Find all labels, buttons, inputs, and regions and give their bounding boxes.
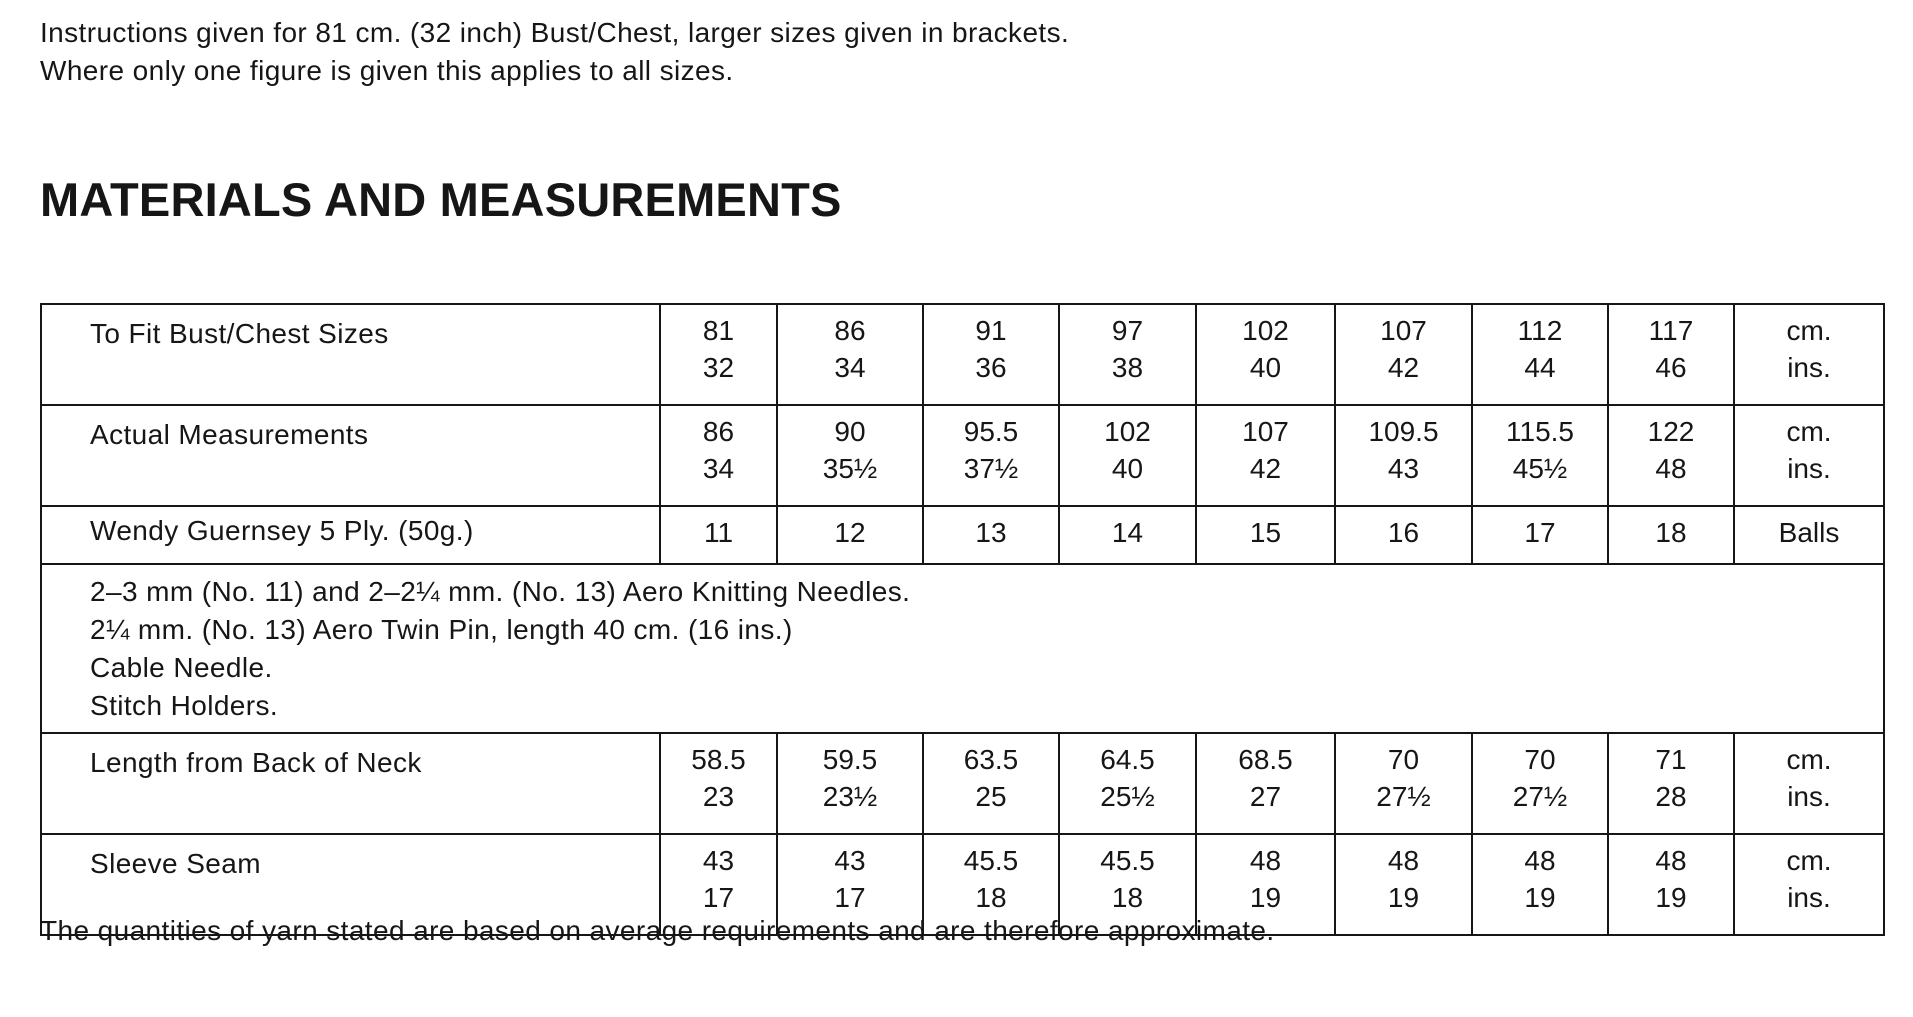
value-cm: 109.5 — [1368, 416, 1439, 447]
unit-cm: cm. — [1786, 315, 1832, 346]
row-needles — [41, 564, 1884, 733]
value-cm: 86 — [702, 416, 735, 447]
value-cm: 64.5 — [1100, 744, 1155, 775]
value-cm: 45.5 — [1100, 845, 1155, 876]
size-cell — [1059, 405, 1196, 506]
needles-line: 2¼ mm. (No. 13) Aero Twin Pin, length 40 cm. (16 ins.) — [90, 614, 793, 645]
value-cm: 107 — [1380, 315, 1427, 346]
unit-cell — [1734, 304, 1884, 405]
value-ins: 34 — [834, 352, 866, 383]
value-cm: 81 — [702, 315, 735, 346]
needles-line: Cable Needle. — [90, 652, 273, 683]
needles-list — [41, 564, 1884, 733]
measurements-table — [40, 303, 1885, 936]
size-cell — [660, 304, 777, 405]
size-cell — [1059, 304, 1196, 405]
value-ins: 37½ — [963, 453, 1019, 484]
value-ins: 40 — [1111, 453, 1144, 484]
value-cm: 115.5 — [1506, 416, 1574, 447]
unit-ins: ins. — [1787, 882, 1831, 913]
size-cell — [777, 405, 923, 506]
value-cm: 48 — [1249, 845, 1282, 876]
row-label: Wendy Guernsey 5 Ply. (50g.) — [41, 506, 660, 564]
size-cell — [1608, 834, 1734, 935]
size-cell — [923, 304, 1059, 405]
intro-text — [40, 14, 1069, 90]
value-ins: 38 — [1111, 352, 1144, 383]
value-ins: 18 — [1111, 882, 1144, 913]
size-cell — [1608, 405, 1734, 506]
row-yarn — [41, 506, 1884, 564]
unit-ins: ins. — [1787, 781, 1831, 812]
value-cm: 86 — [834, 315, 866, 346]
value-cm: 48 — [1655, 845, 1687, 876]
balls-cell: 11 — [660, 506, 777, 564]
size-cell — [777, 733, 923, 834]
value-cm: 68.5 — [1238, 744, 1293, 775]
value-ins: 45½ — [1512, 453, 1568, 484]
size-cell — [1335, 405, 1472, 506]
value-ins: 34 — [702, 453, 735, 484]
size-cell — [1335, 304, 1472, 405]
value-cm: 102 — [1242, 315, 1289, 346]
value-ins: 43 — [1387, 453, 1420, 484]
balls-cell: 18 — [1608, 506, 1734, 564]
row-length — [41, 733, 1884, 834]
value-ins: 36 — [975, 352, 1007, 383]
value-ins: 40 — [1249, 352, 1282, 383]
row-actual-measurements — [41, 405, 1884, 506]
row-fit-sizes — [41, 304, 1884, 405]
value-ins: 27½ — [1376, 781, 1431, 812]
size-cell — [923, 733, 1059, 834]
size-cell — [1472, 405, 1608, 506]
size-cell — [777, 304, 923, 405]
value-ins: 18 — [975, 882, 1007, 913]
value-ins: 35½ — [822, 453, 878, 484]
balls-cell: 17 — [1472, 506, 1608, 564]
size-cell — [1608, 304, 1734, 405]
value-ins: 44 — [1524, 352, 1556, 383]
value-ins: 19 — [1655, 882, 1687, 913]
page-heading: MATERIALS AND MEASUREMENTS — [40, 173, 842, 226]
value-cm: 70 — [1387, 744, 1420, 775]
value-cm: 43 — [702, 845, 735, 876]
value-cm: 117 — [1648, 315, 1694, 346]
value-cm: 97 — [1111, 315, 1144, 346]
unit-cell — [1734, 733, 1884, 834]
size-cell — [1472, 733, 1608, 834]
value-cm: 91 — [975, 315, 1007, 346]
size-cell — [923, 405, 1059, 506]
size-cell — [1196, 733, 1335, 834]
value-ins: 17 — [834, 882, 866, 913]
unit-cm: cm. — [1786, 416, 1832, 447]
value-cm: 95.5 — [963, 416, 1019, 447]
balls-cell: 13 — [923, 506, 1059, 564]
balls-cell: 12 — [777, 506, 923, 564]
value-ins: 19 — [1387, 882, 1420, 913]
value-cm: 90 — [834, 416, 866, 447]
unit-cm: cm. — [1786, 744, 1832, 775]
unit-ins: ins. — [1787, 352, 1831, 383]
value-ins: 27½ — [1512, 781, 1568, 812]
row-label: Actual Measurements — [41, 405, 660, 506]
size-cell — [1472, 834, 1608, 935]
intro-line-sizes: Instructions given for 81 cm. (32 inch) Bust/Chest, larger sizes given in brackets. — [40, 17, 1070, 48]
balls-cell: 16 — [1335, 506, 1472, 564]
value-cm: 71 — [1655, 744, 1687, 775]
value-cm: 45.5 — [963, 845, 1019, 876]
value-cm: 112 — [1517, 315, 1563, 346]
unit-cell: Balls — [1734, 506, 1884, 564]
value-cm: 70 — [1524, 744, 1556, 775]
value-ins: 32 — [702, 352, 735, 383]
size-cell — [1472, 304, 1608, 405]
size-cell — [1196, 304, 1335, 405]
unit-cell — [1734, 405, 1884, 506]
needles-line: 2–3 mm (No. 11) and 2–2¼ mm. (No. 13) Aero Knitting Needles. — [90, 576, 911, 607]
value-ins: 28 — [1655, 781, 1687, 812]
needles-line: Stitch Holders. — [90, 690, 279, 721]
value-ins: 27 — [1249, 781, 1282, 812]
size-cell — [1196, 405, 1335, 506]
unit-ins: ins. — [1787, 453, 1831, 484]
value-ins: 48 — [1655, 453, 1687, 484]
value-cm: 48 — [1524, 845, 1556, 876]
yarn-quantity-note: The quantities of yarn stated are based on average requirements and are therefore approximate. — [40, 915, 1275, 946]
balls-cell: 15 — [1196, 506, 1335, 564]
value-cm: 59.5 — [822, 744, 878, 775]
unit-cm: cm. — [1786, 845, 1832, 876]
size-cell — [660, 733, 777, 834]
size-cell — [1335, 733, 1472, 834]
value-cm: 43 — [834, 845, 866, 876]
value-ins: 23½ — [822, 781, 878, 812]
value-ins: 46 — [1655, 352, 1687, 383]
value-ins: 25½ — [1100, 781, 1155, 812]
value-ins: 42 — [1249, 453, 1282, 484]
size-cell — [1059, 733, 1196, 834]
size-cell — [660, 405, 777, 506]
value-cm: 107 — [1242, 416, 1289, 447]
size-cell — [1608, 733, 1734, 834]
value-ins: 23 — [702, 781, 735, 812]
size-cell — [1335, 834, 1472, 935]
value-cm: 122 — [1647, 416, 1695, 447]
value-ins: 42 — [1387, 352, 1420, 383]
value-cm: 102 — [1104, 416, 1151, 447]
value-ins: 25 — [975, 781, 1007, 812]
unit-cell — [1734, 834, 1884, 935]
value-ins: 17 — [702, 882, 735, 913]
value-cm: 63.5 — [963, 744, 1019, 775]
value-ins: 19 — [1524, 882, 1556, 913]
row-label: Sleeve Seam — [41, 834, 660, 935]
intro-line-figures: Where only one figure is given this applies to all sizes. — [40, 55, 734, 86]
balls-cell: 14 — [1059, 506, 1196, 564]
row-label: To Fit Bust/Chest Sizes — [41, 304, 660, 405]
value-ins: 19 — [1249, 882, 1282, 913]
value-cm: 48 — [1387, 845, 1420, 876]
row-label: Length from Back of Neck — [41, 733, 660, 834]
value-cm: 58.5 — [691, 744, 746, 775]
